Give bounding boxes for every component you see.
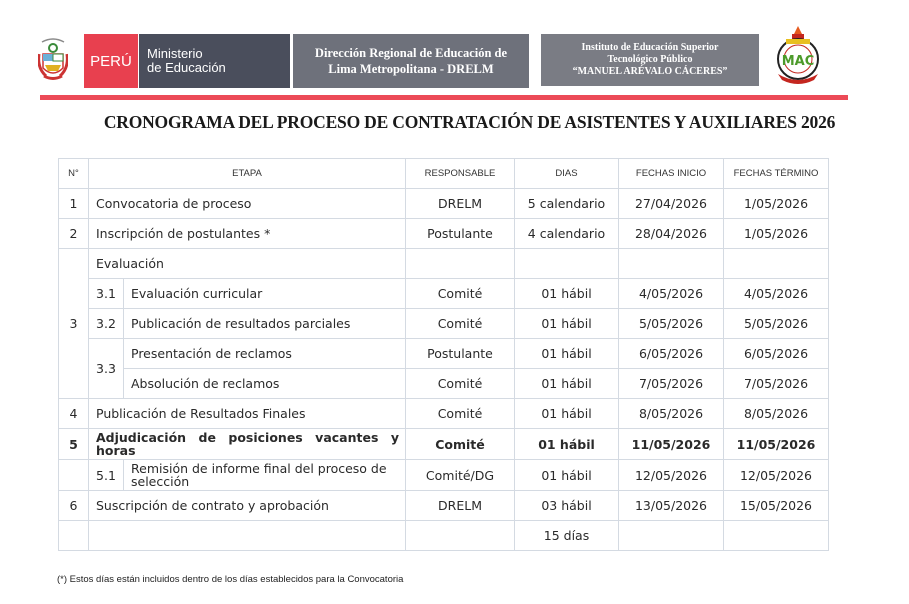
ministry-line-1: Ministerio	[147, 46, 203, 61]
header-etapa: ETAPA	[89, 159, 406, 189]
row-dias: 01 hábil	[515, 429, 619, 460]
empty-cell	[619, 521, 724, 551]
row-etapa: Remisión de informe final del proceso de selección	[124, 460, 406, 491]
row-fecha-inicio: 8/05/2026	[619, 399, 724, 429]
row-etapa: Adjudicación de posiciones vacantes y horas	[89, 429, 406, 460]
row-number: 4	[59, 399, 89, 429]
row-fecha-inicio: 6/05/2026	[619, 339, 724, 369]
peru-coat-of-arms-icon	[38, 38, 68, 82]
row-fecha-termino: 6/05/2026	[724, 339, 829, 369]
header-responsable: RESPONSABLE	[406, 159, 515, 189]
row-fecha-inicio: 11/05/2026	[619, 429, 724, 460]
row-sub-number: 3.2	[89, 309, 124, 339]
institute-line-1: Instituto de Educación Superior	[581, 42, 719, 53]
row-etapa: Evaluación curricular	[124, 279, 406, 309]
row-fecha-inicio: 27/04/2026	[619, 189, 724, 219]
table-row	[59, 460, 829, 491]
row-number: 2	[59, 219, 89, 249]
peru-label: PERÚ	[90, 52, 132, 70]
row-responsable: Postulante	[406, 219, 515, 249]
header-fechas-termino: FECHAS TÉRMINO	[724, 159, 829, 189]
institute-logo-icon	[770, 24, 826, 86]
row-dias: 01 hábil	[515, 399, 619, 429]
empty-cell	[59, 460, 89, 491]
row-fecha-inicio: 12/05/2026	[619, 460, 724, 491]
row-number: 1	[59, 189, 89, 219]
table-row	[59, 219, 829, 249]
institute-line-2: Tecnológico Público	[607, 54, 693, 65]
row-dias: 4 calendario	[515, 219, 619, 249]
row-fecha-inicio: 13/05/2026	[619, 491, 724, 521]
row-dias: 03 hábil	[515, 491, 619, 521]
row-fecha-termino: 5/05/2026	[724, 309, 829, 339]
row-responsable: Comité	[406, 279, 515, 309]
empty-cell	[515, 249, 619, 279]
row-dias: 01 hábil	[515, 279, 619, 309]
svg-text:MAC: MAC	[781, 54, 815, 69]
header-red-rule	[40, 95, 848, 100]
row-dias: 01 hábil	[515, 339, 619, 369]
drelm-brand-block	[293, 34, 529, 88]
row-etapa: Suscripción de contrato y aprobación	[89, 491, 406, 521]
row-etapa: Absolución de reclamos	[124, 369, 406, 399]
table-total-row	[59, 521, 829, 551]
row-dias: 01 hábil	[515, 460, 619, 491]
table-row	[59, 249, 829, 279]
row-fecha-termino: 4/05/2026	[724, 279, 829, 309]
row-etapa: Convocatoria de proceso	[89, 189, 406, 219]
row-fecha-termino: 15/05/2026	[724, 491, 829, 521]
empty-cell	[406, 521, 515, 551]
institute-brand-block	[541, 34, 759, 86]
row-fecha-inicio: 5/05/2026	[619, 309, 724, 339]
row-responsable: Comité	[406, 369, 515, 399]
header-dias: DIAS	[515, 159, 619, 189]
table-row	[59, 189, 829, 219]
row-number: 6	[59, 491, 89, 521]
row-etapa: Presentación de reclamos	[124, 339, 406, 369]
ministry-line-2: de Educación	[147, 60, 226, 75]
row-fecha-inicio: 4/05/2026	[619, 279, 724, 309]
empty-cell	[724, 249, 829, 279]
row-fecha-termino: 12/05/2026	[724, 460, 829, 491]
row-etapa: Inscripción de postulantes *	[89, 219, 406, 249]
header-fechas-inicio: FECHAS INICIO	[619, 159, 724, 189]
empty-cell	[89, 521, 406, 551]
row-responsable: Comité	[406, 309, 515, 339]
page-title: CRONOGRAMA DEL PROCESO DE CONTRATACIÓN DE ASISTENTES Y AUXILIARES 2026	[103, 112, 836, 132]
row-number: 3	[59, 249, 89, 399]
row-fecha-termino: 7/05/2026	[724, 369, 829, 399]
table-row	[59, 309, 829, 339]
row-fecha-termino: 8/05/2026	[724, 399, 829, 429]
table-header-row	[59, 159, 829, 189]
row-responsable: Comité	[406, 399, 515, 429]
institute-line-3: “MANUEL ARÉVALO CÁCERES”	[572, 66, 728, 77]
row-dias: 01 hábil	[515, 309, 619, 339]
peru-brand-block	[84, 34, 138, 88]
empty-cell	[406, 249, 515, 279]
row-etapa: Publicación de resultados parciales	[124, 309, 406, 339]
row-responsable: DRELM	[406, 491, 515, 521]
row-fecha-termino: 1/05/2026	[724, 189, 829, 219]
table-row-highlighted	[59, 429, 829, 460]
table-row	[59, 491, 829, 521]
row-sub-number: 3.3	[89, 339, 124, 399]
empty-cell	[724, 521, 829, 551]
drelm-line-2: Lima Metropolitana - DRELM	[328, 62, 494, 76]
row-fecha-termino: 1/05/2026	[724, 219, 829, 249]
total-dias: 15 días	[515, 521, 619, 551]
table-row	[59, 369, 829, 399]
row-responsable: Comité/DG	[406, 460, 515, 491]
row-sub-number: 5.1	[89, 460, 124, 491]
row-etapa: Publicación de Resultados Finales	[89, 399, 406, 429]
empty-cell	[619, 249, 724, 279]
row-number: 5	[59, 429, 89, 460]
table-row	[59, 399, 829, 429]
table-row	[59, 279, 829, 309]
row-dias: 5 calendario	[515, 189, 619, 219]
row-responsable: Comité	[406, 429, 515, 460]
row-fecha-inicio: 7/05/2026	[619, 369, 724, 399]
row-responsable: Postulante	[406, 339, 515, 369]
schedule-table	[58, 158, 829, 551]
footnote: (*) Estos días están incluidos dentro de los días establecidos para la Convocatoria	[57, 574, 404, 585]
row-dias: 01 hábil	[515, 369, 619, 399]
header-n: N°	[59, 159, 89, 189]
row-sub-number: 3.1	[89, 279, 124, 309]
empty-cell	[59, 521, 89, 551]
row-etapa: Evaluación	[89, 249, 406, 279]
row-fecha-termino: 11/05/2026	[724, 429, 829, 460]
row-responsable: DRELM	[406, 189, 515, 219]
row-fecha-inicio: 28/04/2026	[619, 219, 724, 249]
ministry-brand-block	[139, 34, 290, 88]
drelm-line-1: Dirección Regional de Educación de	[314, 46, 508, 60]
table-row	[59, 339, 829, 369]
